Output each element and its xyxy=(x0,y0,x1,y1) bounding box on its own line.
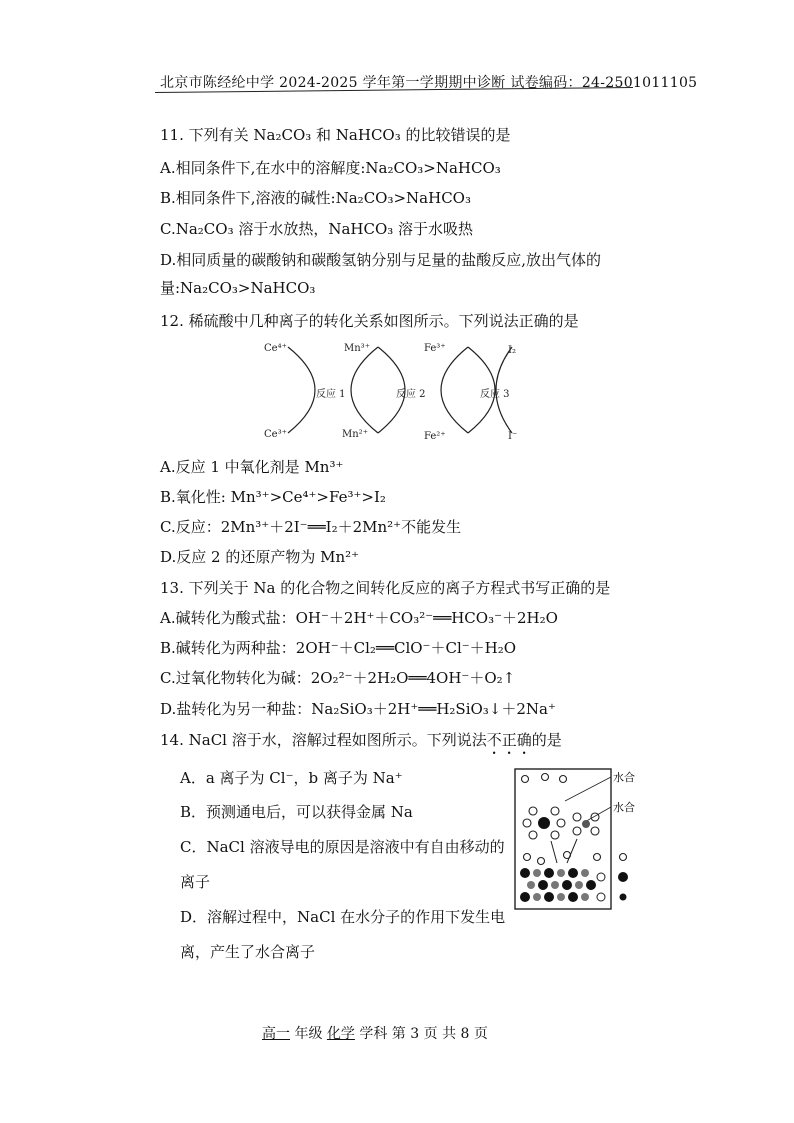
label-ce3: Ce³⁺ xyxy=(264,429,287,440)
q13-stem: 13. 下列关于 Na 的化合物之间转化反应的离子方程式书写正确的是 xyxy=(160,579,611,597)
footer-grade: 高一 xyxy=(262,1026,290,1042)
label-hydrated-1: 水合 xyxy=(613,771,635,784)
q11-option-d-line2: 量:Na₂CO₃>NaHCO₃ xyxy=(160,279,316,297)
q11-option-c: C.Na₂CO₃ 溶于水放热，NaHCO₃ 溶于水吸热 xyxy=(160,220,474,238)
q13-option-c: C.过氧化物转化为碱：2O₂²⁻＋2H₂O══4OH⁻＋O₂↑ xyxy=(160,669,516,687)
legend-ion-b xyxy=(620,894,627,901)
q14-stem xyxy=(160,729,562,758)
label-reaction-2: 反应 2 xyxy=(396,389,426,400)
label-reaction-1: 反应 1 xyxy=(316,389,346,400)
ion-conversion-diagram xyxy=(250,335,540,445)
hydrated-ion-b xyxy=(582,820,590,828)
footer-subject: 化学 xyxy=(326,1026,355,1042)
arc-1-left xyxy=(288,347,315,433)
nacl-crystal-lattice xyxy=(520,868,605,902)
arrow-1 xyxy=(551,841,557,863)
arc-1-right xyxy=(351,347,378,433)
label-i2: I₂ xyxy=(508,345,516,356)
label-iminus: I⁻ xyxy=(508,431,518,442)
page-footer xyxy=(262,1023,488,1043)
q14-stem-pre: 14. NaCl 溶于水，溶解过程如图所示。下列说法 xyxy=(160,731,487,749)
arrow-2 xyxy=(567,839,577,863)
label-mn2: Mn²⁺ xyxy=(342,429,368,440)
q11-option-d-line1: D.相同质量的碳酸钠和碳酸氢钠分别与足量的盐酸反应,放出气体的 xyxy=(160,251,602,269)
q14-option-d-line2: 离，产生了水合离子 xyxy=(180,943,316,961)
label-hydrated-2: 水合 xyxy=(613,801,635,814)
q14-option-c-line1: C．NaCl 溶液导电的原因是溶液中有自由移动的 xyxy=(180,838,505,856)
q14-stem-post: 的是 xyxy=(531,731,562,749)
q12-option-a: A.反应 1 中氧化剂是 Mn³⁺ xyxy=(160,458,344,476)
q11-option-a: A.相同条件下,在水中的溶解度:Na₂CO₃>NaHCO₃ xyxy=(160,159,501,177)
q14-option-b: B．预测通电后，可以获得金属 Na xyxy=(180,803,413,821)
q12-option-b: B.氧化性: Mn³⁺>Ce⁴⁺>Fe³⁺>I₂ xyxy=(160,488,386,506)
q13-option-d: D.盐转化为另一种盐：Na₂SiO₃＋2H⁺══H₂SiO₃↓＋2Na⁺ xyxy=(160,700,556,718)
label-mn3: Mn³⁺ xyxy=(344,343,370,354)
nacl-dissolution-figure xyxy=(505,765,655,915)
label-fe2: Fe²⁺ xyxy=(424,431,446,442)
q11-option-b: B.相同条件下,溶液的碱性:Na₂CO₃>NaHCO₃ xyxy=(160,189,471,207)
q11-stem: 11. 下列有关 Na₂CO₃ 和 NaHCO₃ 的比较错误的是 xyxy=(160,126,511,144)
label-ce4: Ce⁴⁺ xyxy=(264,343,287,354)
label-reaction-3: 反应 3 xyxy=(480,389,510,400)
q14-option-a: A．a 离子为 Cl⁻，b 离子为 Na⁺ xyxy=(180,769,403,787)
footer-page-info: 学科 第 3 页 共 8 页 xyxy=(354,1026,488,1042)
pointer-line-1 xyxy=(565,777,611,801)
hydrated-ion-a xyxy=(538,817,550,829)
label-fe3: Fe³⁺ xyxy=(424,343,446,354)
q13-option-a: A.碱转化为酸式盐：OH⁻＋2H⁺＋CO₃²⁻══HCO₃⁻＋2H₂O xyxy=(160,609,558,627)
q13-option-b: B.碱转化为两种盐：2OH⁻＋Cl₂══ClO⁻＋Cl⁻＋H₂O xyxy=(160,639,517,657)
q14-option-c-line2: 离子 xyxy=(180,873,211,891)
arc-2-right xyxy=(441,347,468,433)
legend-ion-a xyxy=(618,872,628,882)
q14-option-d-line1: D．溶解过程中，NaCl 在水分子的作用下发生电 xyxy=(180,908,506,926)
footer-grade-suffix: 年级 xyxy=(290,1026,327,1042)
page-header: 北京市陈经纶中学 2024-2025 学年第一学期期中诊断 试卷编码：24-2501011105 xyxy=(160,75,698,91)
q12-option-d: D.反应 2 的还原产物为 Mn²⁺ xyxy=(160,548,360,566)
q12-stem: 12. 稀硫酸中几种离子的转化关系如图所示。下列说法正确的是 xyxy=(160,312,579,330)
q12-option-c: C.反应：2Mn³⁺＋2I⁻══I₂＋2Mn²⁺不能发生 xyxy=(160,518,462,536)
q14-stem-emphasis: 不正确 xyxy=(486,731,532,749)
